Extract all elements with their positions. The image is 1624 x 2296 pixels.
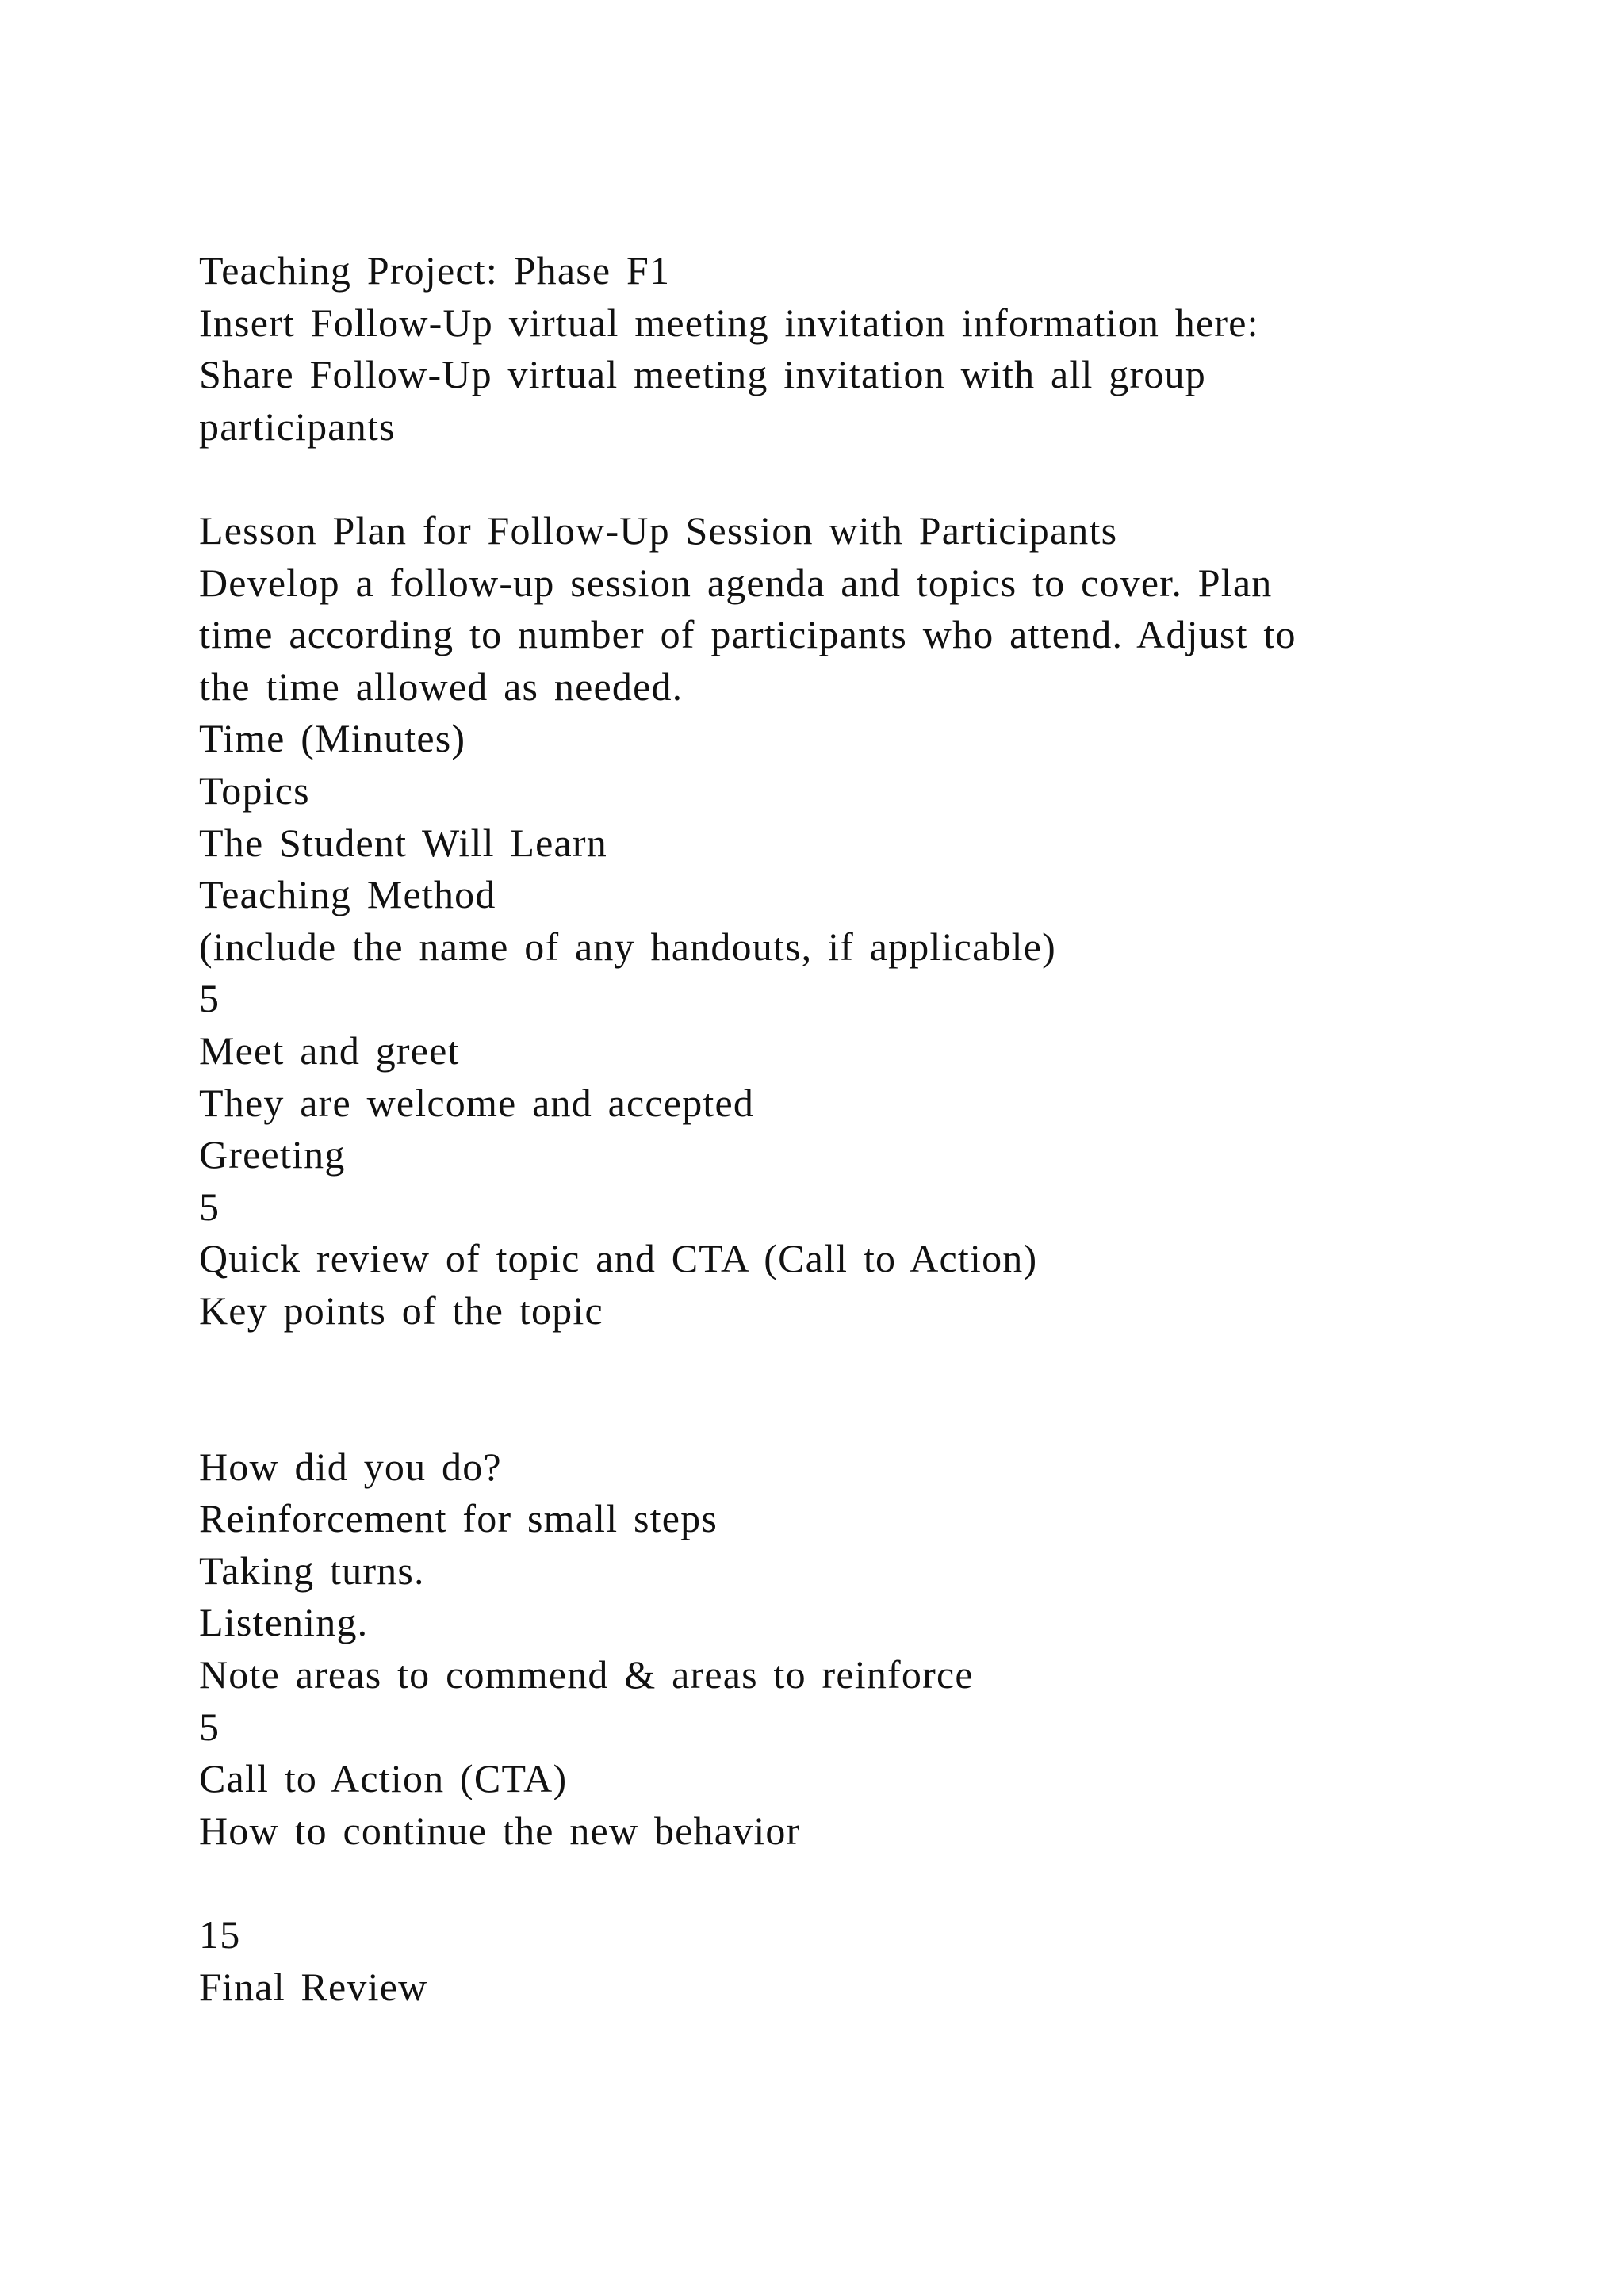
section-heading: Lesson Plan for Follow-Up Session with Participants [199,507,1118,553]
column-header-teaching-method: Teaching Method [199,872,496,917]
topic-text: Call to Action (CTA) [199,1756,568,1801]
text-line: Taking turns. [199,1548,425,1593]
text-line: Note areas to commend & areas to reinforce [199,1652,974,1697]
topic-text: Quick review of topic and CTA (Call to Action) [199,1236,1038,1281]
column-header-student-will-learn: The Student Will Learn [199,820,607,865]
learn-text: How to continue the new behavior [199,1808,801,1853]
text-line: participants [199,404,396,449]
blank-line [199,1337,1547,1389]
text-line: Listening. [199,1600,369,1645]
blank-line [199,453,1547,505]
column-header-time: Time (Minutes) [199,716,466,761]
text-line: Insert Follow-Up virtual meeting invitation information here: [199,300,1259,345]
text-line: time according to number of participants who attend. Adjust to [199,612,1297,657]
text-line: Reinforcement for small steps [199,1496,718,1541]
text-line: How did you do? [199,1444,502,1489]
time-value: 15 [199,1912,241,1957]
document-title: Teaching Project: Phase F1 [199,248,671,293]
method-text: Greeting [199,1132,346,1177]
document-body [199,245,1547,2013]
blank-line [199,1389,1547,1441]
text-line: Share Follow-Up virtual meeting invitation with all group [199,352,1206,397]
text-line: the time allowed as needed. [199,664,684,709]
time-value: 5 [199,1184,220,1229]
text-line: Develop a follow-up session agenda and topics to cover. Plan [199,560,1273,605]
topic-text: Meet and greet [199,1027,460,1073]
topic-text: Final Review [199,1964,428,2009]
time-value: 5 [199,976,220,1021]
blank-line [199,1857,1547,1909]
column-header-topics: Topics [199,767,310,813]
learn-text: Key points of the topic [199,1288,603,1333]
text-line: (include the name of any handouts, if applicable) [199,924,1056,969]
learn-text: They are welcome and accepted [199,1080,755,1125]
time-value: 5 [199,1704,220,1749]
